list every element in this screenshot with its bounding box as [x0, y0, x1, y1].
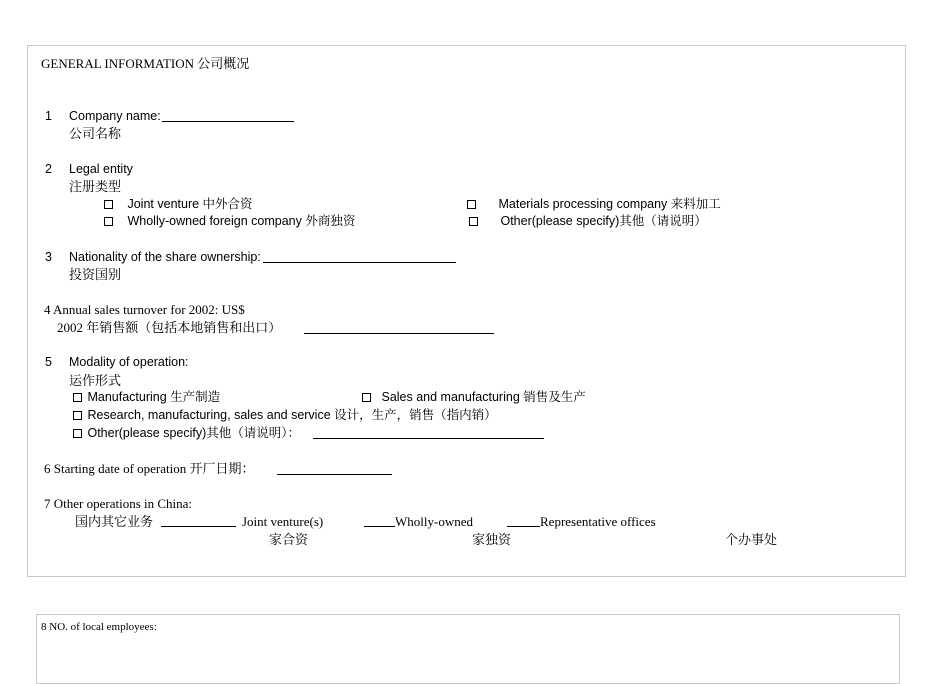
q7-option-joint-venture: Joint venture(s) [242, 514, 324, 529]
q7-option-wholly-owned-cn: 家独资 [472, 532, 512, 547]
q4-label: 4 Annual sales turnover for 2002: US$ [44, 302, 245, 317]
q7-option-wholly-owned: Wholly-owned [395, 514, 473, 529]
company-name-field[interactable] [162, 121, 294, 122]
q4-sublabel: 2002 年销售额（包括本地销售和出口） [57, 320, 282, 335]
wholly-owned-count-field[interactable] [364, 526, 395, 527]
q1-number: 1 [45, 109, 52, 123]
checkbox-icon[interactable] [73, 429, 82, 438]
q6-label: 6 Starting date of operation 开厂日期： [44, 461, 255, 476]
option-label: Sales and manufacturing 销售及生产 [381, 390, 586, 404]
modality-option-manufacturing[interactable] [73, 391, 220, 404]
nationality-field[interactable] [263, 262, 456, 263]
q5-sublabel: 运作形式 [69, 373, 122, 388]
sales-turnover-field[interactable] [304, 333, 494, 334]
joint-venture-count-field[interactable] [161, 526, 236, 527]
starting-date-field[interactable] [277, 474, 392, 475]
q2-label: Legal entity [69, 162, 133, 176]
q2-number: 2 [45, 162, 52, 176]
q2-sublabel: 注册类型 [69, 179, 122, 194]
option-label: Materials processing company 来料加工 [498, 197, 721, 211]
checkbox-icon[interactable] [73, 411, 82, 420]
checkbox-icon[interactable] [104, 217, 113, 226]
modality-other-field[interactable] [313, 438, 544, 439]
section-title: GENERAL INFORMATION 公司概况 [41, 56, 250, 71]
checkbox-icon[interactable] [469, 217, 478, 226]
employees-section [36, 614, 900, 684]
q8-label: 8 NO. of local employees: [41, 621, 157, 633]
q5-label: Modality of operation: [69, 355, 189, 369]
option-label: Wholly-owned foreign company 外商独资 [127, 214, 356, 228]
q3-sublabel: 投资国别 [69, 267, 122, 282]
q1-label: Company name: [69, 109, 161, 123]
legal-entity-option-materials-processing[interactable] [467, 198, 721, 211]
option-label: Other(please specify)其他（请说明）： [87, 426, 301, 440]
checkbox-icon[interactable] [362, 393, 371, 402]
option-label: Joint venture 中外合资 [127, 197, 253, 211]
modality-option-other[interactable] [73, 427, 300, 440]
modality-option-research[interactable] [73, 409, 497, 422]
q5-number: 5 [45, 355, 52, 369]
q3-number: 3 [45, 250, 52, 264]
q7-label: 7 Other operations in China: [44, 496, 193, 511]
q1-sublabel: 公司名称 [69, 126, 122, 141]
checkbox-icon[interactable] [467, 200, 476, 209]
option-label: Manufacturing 生产制造 [87, 390, 221, 404]
representative-offices-count-field[interactable] [507, 526, 540, 527]
legal-entity-option-wholly-owned[interactable] [104, 215, 355, 228]
q3-label: Nationality of the share ownership: [69, 250, 261, 264]
checkbox-icon[interactable] [73, 393, 82, 402]
option-label: Research, manufacturing, sales and service 设计，生产，销售（指内销） [87, 408, 497, 422]
q7-option-joint-venture-cn: 家合资 [269, 532, 309, 547]
q7-sublabel: 国内其它业务 [75, 514, 154, 529]
legal-entity-option-joint-venture[interactable] [104, 198, 253, 211]
q7-option-representative-offices: Representative offices [540, 514, 656, 529]
checkbox-icon[interactable] [104, 200, 113, 209]
modality-option-sales-manufacturing[interactable] [362, 391, 586, 404]
q7-option-representative-offices-cn: 个办事处 [725, 532, 778, 547]
legal-entity-option-other[interactable] [469, 215, 707, 228]
option-label: Other(please specify)其他（请说明） [500, 214, 707, 228]
